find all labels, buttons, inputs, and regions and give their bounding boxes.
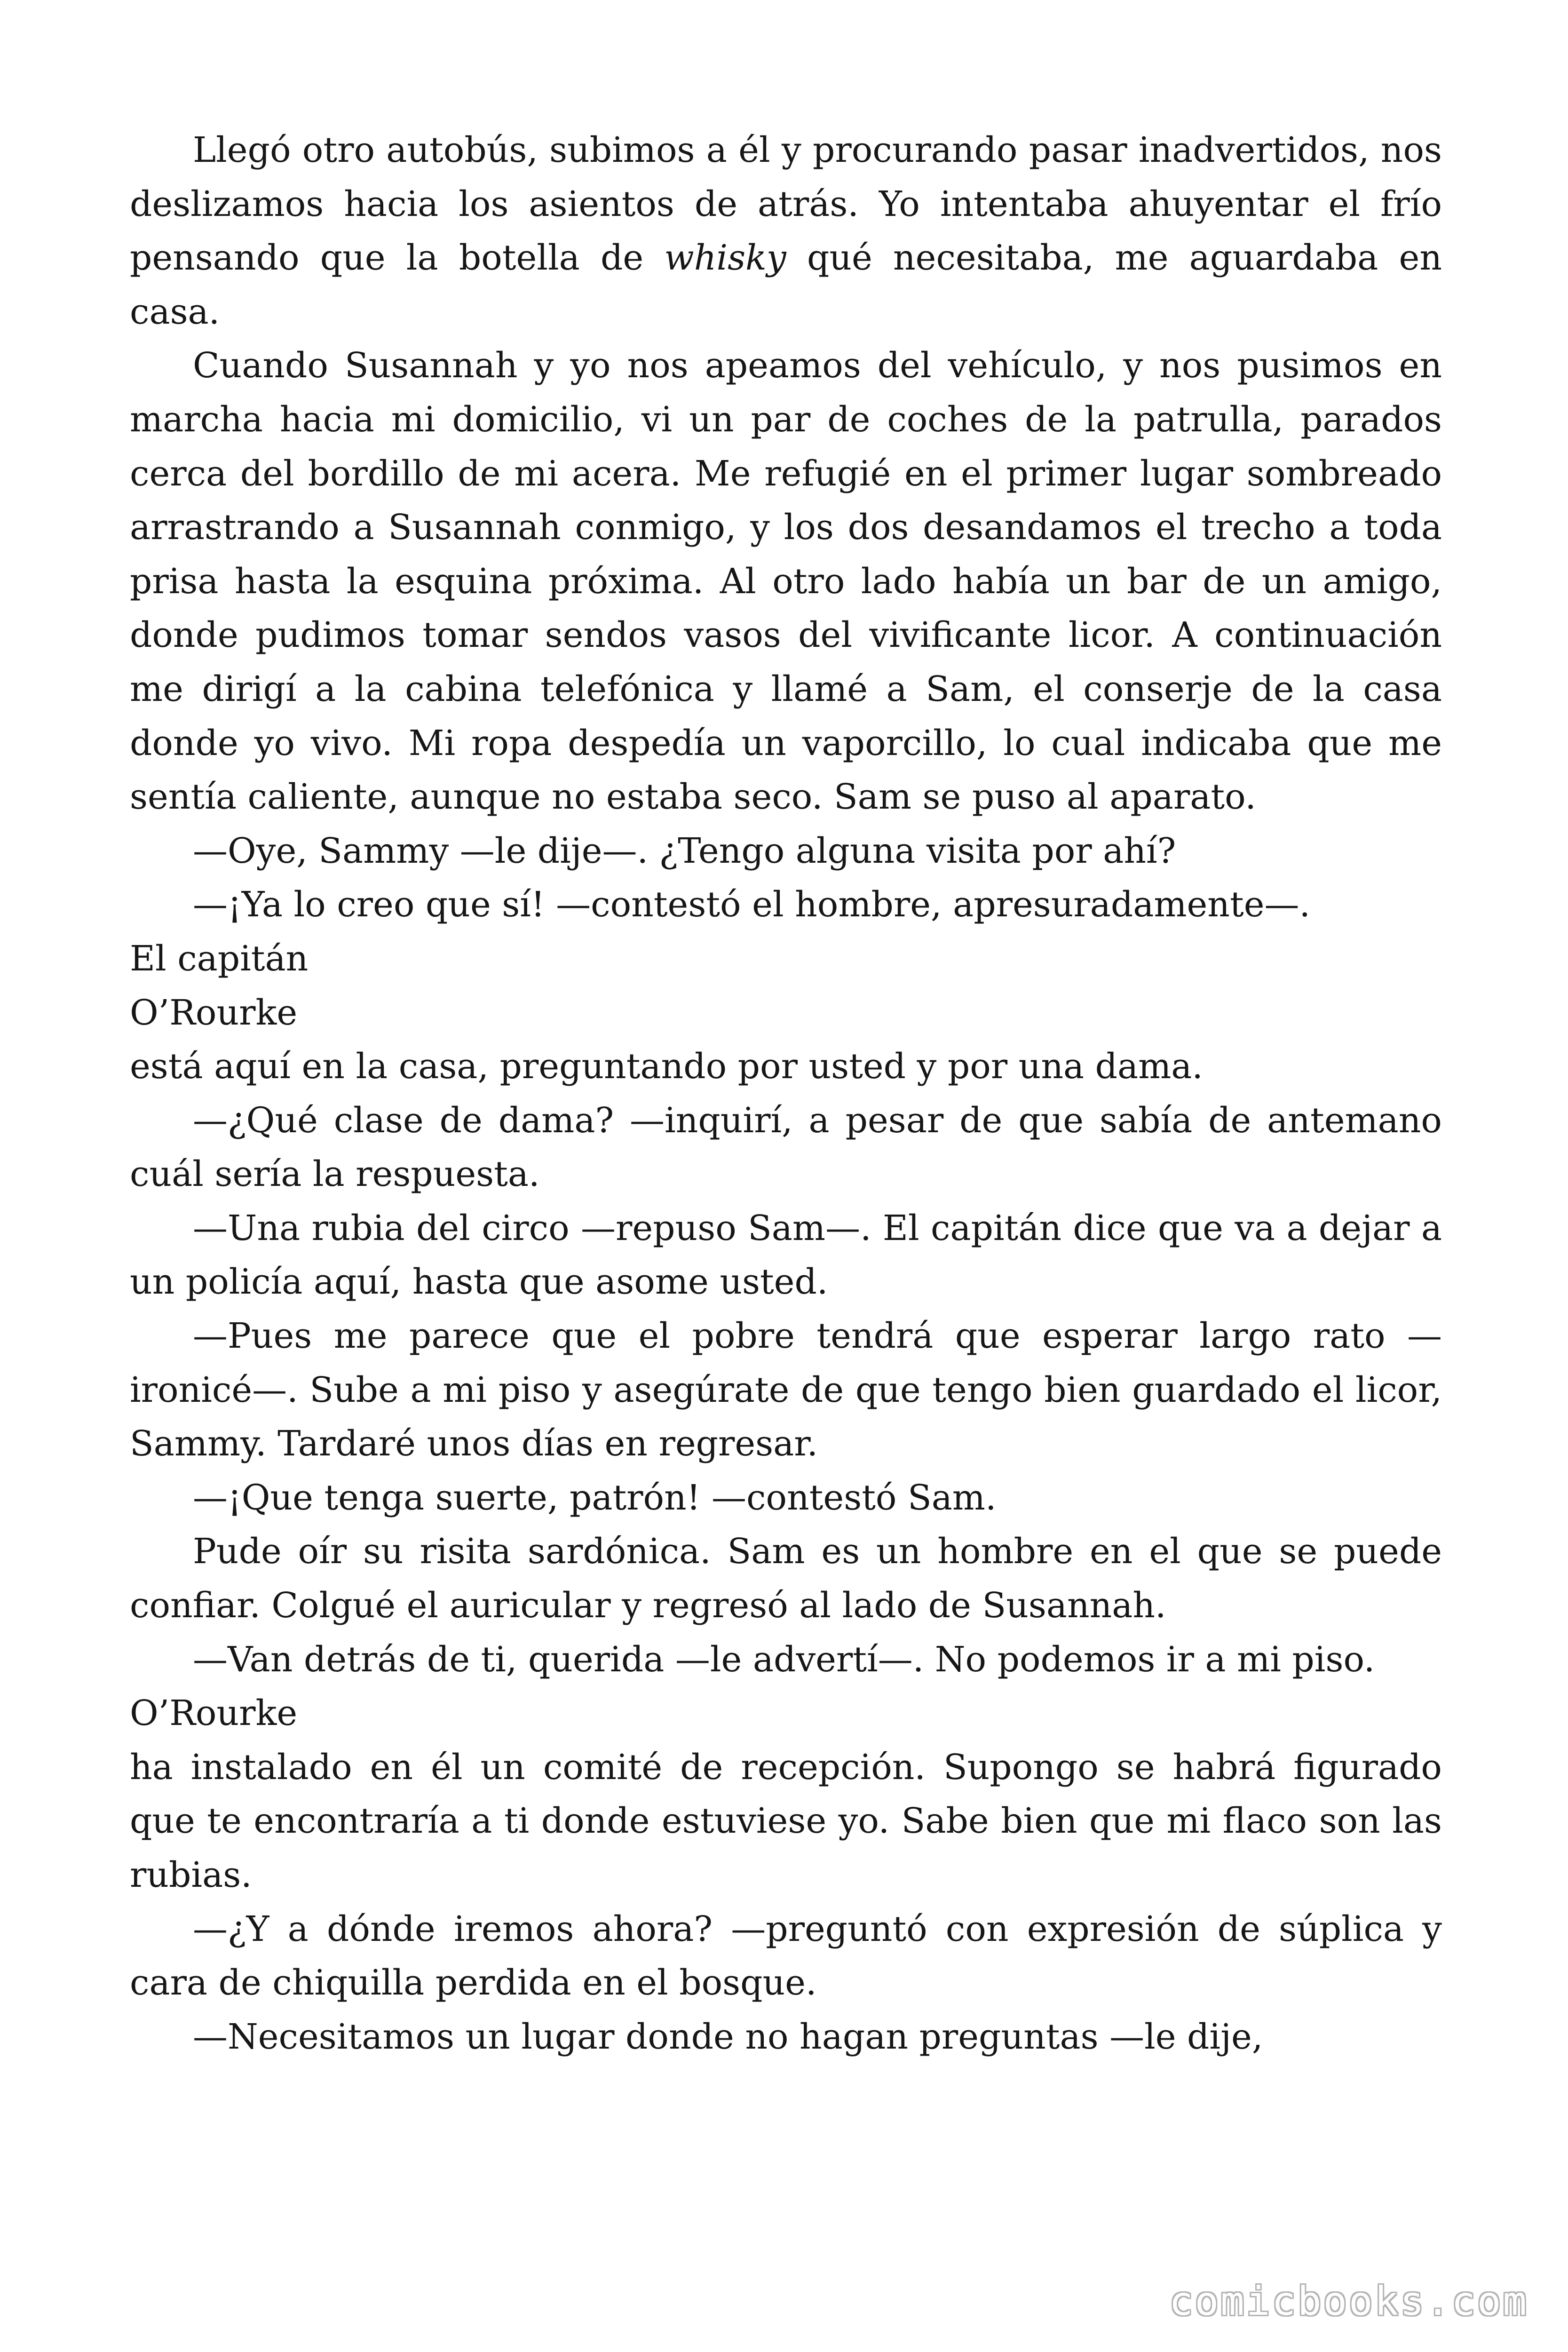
paragraph: Llegó otro autobús, subimos a él y procurando pasar inadvertidos, nos deslizamos hacia los asientos de atrás. Yo intentaba ahuyentar el frío pensando que la botella de whisky qué necesitaba, me aguardaba en casa. bbox=[130, 130, 1442, 332]
paragraph: El capitán bbox=[130, 938, 309, 979]
paragraph: O’Rourke bbox=[130, 992, 298, 1033]
paragraph: —Necesitamos un lugar donde no hagan preguntas —le dije, bbox=[193, 2016, 1263, 2057]
paragraph: O’Rourke bbox=[130, 1693, 298, 1734]
book-page-text bbox=[130, 123, 1442, 2064]
paragraph: Pude oír su risita sardónica. Sam es un hombre en el que se puede confiar. Colgué el auricular y regresó al lado de Susannah. bbox=[130, 1531, 1442, 1626]
paragraph: ha instalado en él un comité de recepción. Supongo se habrá figurado que te encontraría a ti donde estuviese yo. Sabe bien que mi flaco son las rubias. bbox=[130, 1747, 1442, 1895]
paragraph: —Una rubia del circo —repuso Sam—. El capitán dice que va a dejar a un policía aquí, hasta que asome usted. bbox=[130, 1208, 1442, 1303]
paragraph: —Oye, Sammy —le dije—. ¿Tengo alguna visita por ahí? bbox=[193, 830, 1176, 871]
paragraph: —¡Ya lo creo que sí! —contestó el hombre, apresuradamente—. bbox=[193, 884, 1311, 925]
paragraph: —¿Qué clase de dama? —inquirí, a pesar de que sabía de antemano cuál sería la respuesta. bbox=[130, 1100, 1442, 1195]
paragraph: está aquí en la casa, preguntando por usted y por una dama. bbox=[130, 1046, 1203, 1087]
paragraph: —¡Que tenga suerte, patrón! —contestó Sam. bbox=[193, 1477, 997, 1518]
paragraph: —¿Y a dónde iremos ahora? —preguntó con expresión de súplica y cara de chiquilla perdida en el bosque. bbox=[130, 1908, 1442, 2003]
watermark: comicbooks.com bbox=[1169, 2278, 1528, 2324]
paragraph: —Pues me parece que el pobre tendrá que esperar largo rato —ironicé—. Sube a mi piso y asegúrate de que tengo bien guardado el licor, Sammy. Tardaré unos días en regresar. bbox=[130, 1316, 1442, 1464]
italic-word: whisky bbox=[664, 238, 786, 278]
paragraph: Cuando Susannah y yo nos apeamos del vehículo, y nos pusimos en marcha hacia mi domicilio, vi un par de coches de la patrulla, parados cerca del bordillo de mi acera. Me refugié en el primer lugar sombreado arrastrando a Susannah conmigo, y los dos desandamos el trecho a toda prisa hasta la esquina próxima. Al otro lado había un bar de un amigo, donde pudimos tomar sendos vasos del vivificante licor. A continuación me dirigí a la cabina telefónica y llamé a Sam, el conserje de la casa donde yo vivo. Mi ropa despedía un vaporcillo, lo cual indicaba que me sentía caliente, aunque no estaba seco. Sam se puso al aparato. bbox=[130, 345, 1442, 818]
paragraph: —Van detrás de ti, querida —le advertí—. No podemos ir a mi piso. bbox=[193, 1639, 1375, 1680]
